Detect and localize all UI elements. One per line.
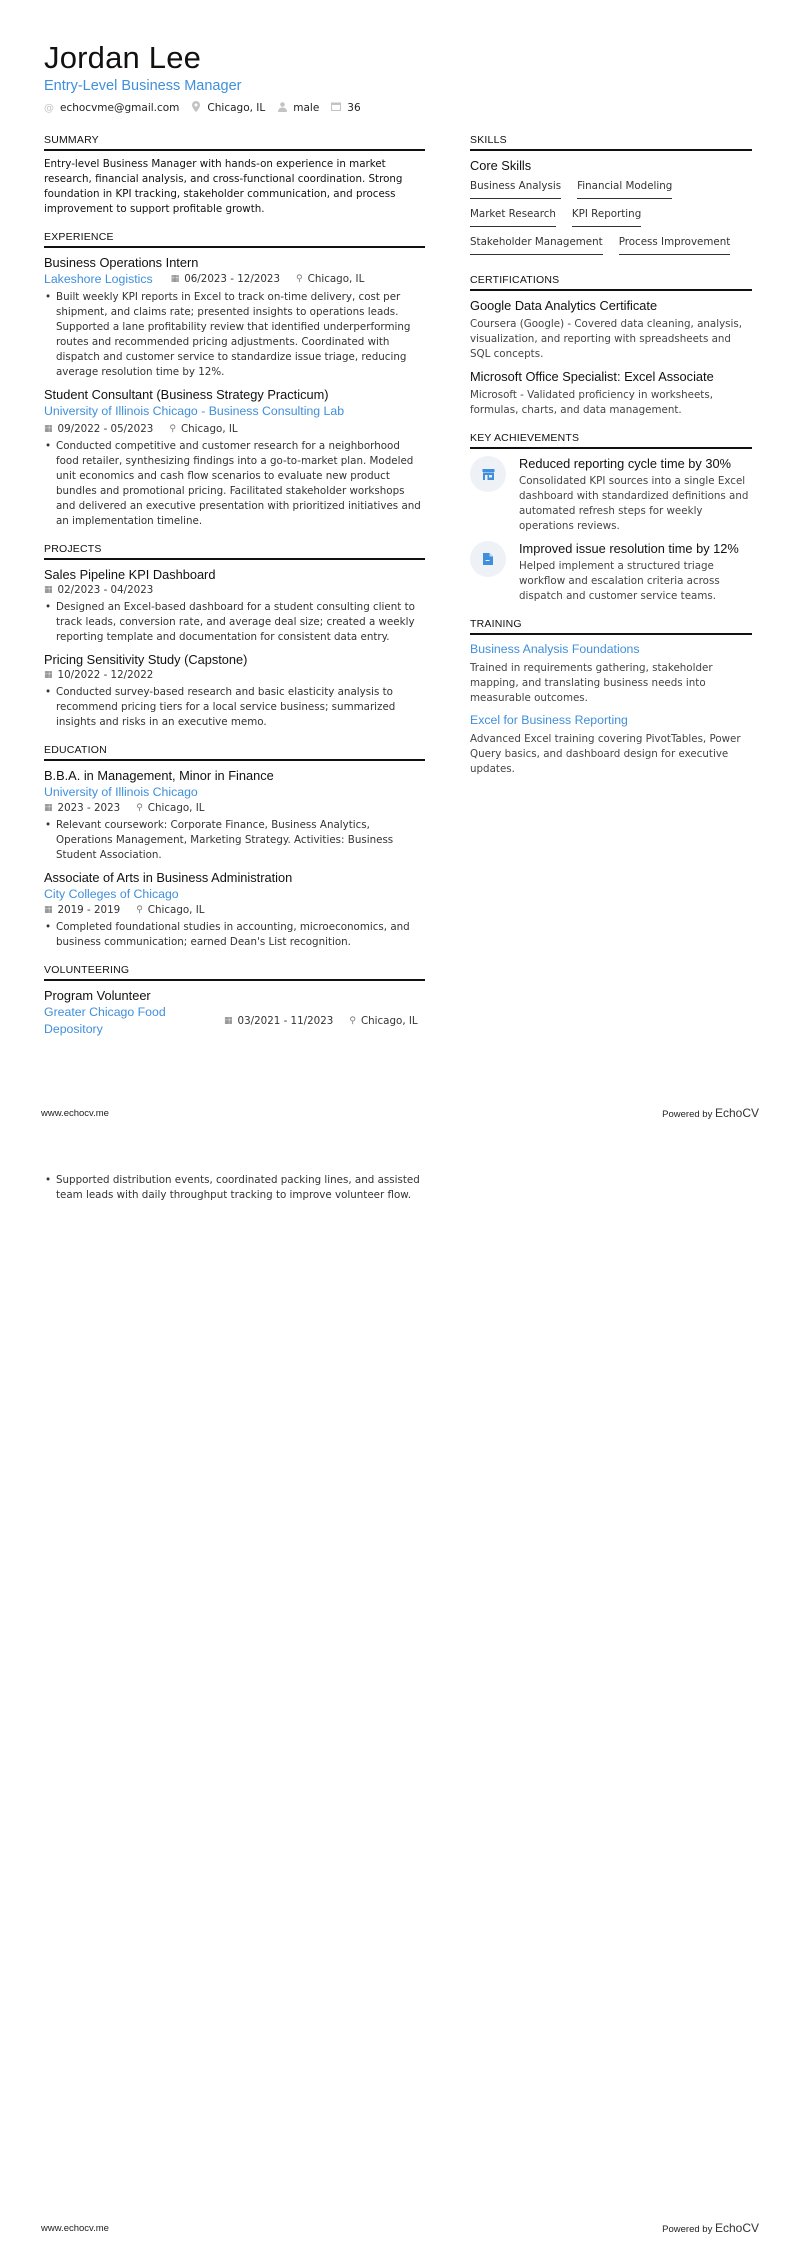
date-range: ▦ 09/2022 - 05/2023 — [44, 423, 154, 435]
bullet-item: • Conducted survey-based research and basic elasticity analysis to recommend pricing tiers for a local service business; summarized insights and risks in an executive memo. — [44, 685, 425, 730]
training-entry — [470, 641, 752, 706]
project-entry — [44, 566, 425, 645]
candidate-name: Jordan Lee — [44, 40, 202, 75]
gender-text: male — [293, 102, 320, 114]
degree-title: B.B.A. in Management, Minor in Finance — [44, 768, 274, 783]
section-heading: PROJECTS — [44, 543, 425, 560]
bullet-item: • Conducted competitive and customer research for a neighborhood food retailer, synthesizing findings into a go-to-market plan. Modeled unit economics and cash flow scenarios to evaluate new product bundles and promotional pricing. Facilitated stakeholder workshops and delivered an executive presentation with prioritized initiatives and an implementation timeline. — [44, 439, 425, 529]
location-text: Chicago, IL — [207, 102, 266, 114]
bullet-item: • Designed an Excel-based dashboard for a student consulting client to track leads, conversion rate, and average deal size; created a weekly reporting template and documentation for consistent data entry. — [44, 600, 425, 645]
calendar-icon: ▦ — [44, 670, 53, 680]
training-title: Excel for Business Reporting — [470, 713, 628, 727]
contact-email[interactable] — [44, 102, 179, 114]
achievement-text: Consolidated KPI sources into a single Excel dashboard with standardized definitions and automated refresh steps for weekly operations reviews. — [519, 475, 749, 532]
calendar-icon: ▦ — [224, 1015, 233, 1026]
degree-title: Associate of Arts in Business Administration — [44, 870, 293, 885]
date-range: ▦ 02/2023 - 04/2023 — [44, 584, 154, 596]
bullet-item: • Relevant coursework: Corporate Finance, Business Analytics, Operations Management, Marketing Strategy. Activities: Business Student Association. — [44, 818, 425, 863]
section-heading: SKILLS — [470, 134, 752, 151]
left-column — [44, 134, 425, 1052]
certification-text: Coursera (Google) - Covered data cleaning, analysis, visualization, and reporting with spreadsheets and SQL concepts. — [470, 318, 743, 360]
calendar-icon: ▦ — [44, 905, 53, 915]
training-text: Trained in requirements gathering, stakeholder mapping, and translating business needs into measurable outcomes. — [470, 662, 713, 704]
certification-title: Google Data Analytics Certificate — [470, 298, 658, 313]
organization-name: Greater Chicago Food Depository — [44, 1005, 166, 1036]
projects-section — [44, 543, 425, 730]
store-icon — [470, 456, 506, 492]
calendar-icon: ▦ — [44, 585, 53, 595]
training-section — [470, 618, 752, 777]
section-heading: TRAINING — [470, 618, 752, 635]
map-pin-icon — [191, 101, 201, 115]
person-icon — [277, 102, 287, 115]
powered-by: Powered by EchoCV — [662, 1106, 759, 1120]
achievement-title: Improved issue resolution time by 12% — [519, 541, 739, 556]
page-footer — [41, 1106, 759, 1120]
map-pin-icon: ⚲ — [349, 1015, 356, 1026]
certification-title: Microsoft Office Specialist: Excel Associate — [470, 369, 714, 384]
achievement-item — [470, 455, 752, 534]
summary-section — [44, 134, 425, 217]
bullet-item: • Built weekly KPI reports in Excel to track on-time delivery, cost per shipment, and claims rate; presented insights to operations leads. Supported a lane profitability review that identified underperforming routes and recommended pricing adjustments. Coordinated with dispatch and customer service to standardize issue triage, reducing average resolution time by 12%. — [44, 290, 425, 380]
calendar-icon — [331, 102, 341, 114]
training-title: Business Analysis Foundations — [470, 642, 640, 656]
footer-site-link[interactable]: www.echocv.me — [41, 1107, 109, 1119]
skill-tag: Market Research — [470, 204, 556, 227]
education-entry — [44, 767, 425, 863]
location: ⚲ Chicago, IL — [136, 802, 205, 814]
section-heading: KEY ACHIEVEMENTS — [470, 432, 752, 449]
email-text: echocvme@gmail.com — [60, 102, 180, 114]
date-range: ▦ 10/2022 - 12/2022 — [44, 669, 154, 681]
certification-text: Microsoft - Validated proficiency in worksheets, formulas, charts, and data management. — [470, 389, 713, 416]
section-heading: CERTIFICATIONS — [470, 274, 752, 291]
location: ⚲ Chicago, IL — [296, 273, 365, 285]
certification-entry — [470, 368, 752, 418]
school-name: City Colleges of Chicago — [44, 887, 179, 901]
volunteering-section — [44, 964, 425, 1038]
map-pin-icon: ⚲ — [296, 274, 303, 284]
job-title: Business Operations Intern — [44, 255, 199, 270]
right-column — [470, 134, 752, 791]
certification-entry — [470, 297, 752, 362]
achievement-text: Helped implement a structured triage workflow and escalation criteria across dispatch and customer service teams. — [519, 560, 720, 602]
location: ⚲ Chicago, IL — [169, 423, 238, 435]
section-heading: SUMMARY — [44, 134, 425, 151]
project-title: Pricing Sensitivity Study (Capstone) — [44, 652, 248, 667]
section-heading: EXPERIENCE — [44, 231, 425, 248]
achievements-section — [470, 432, 752, 604]
contact-gender — [277, 102, 319, 115]
achievement-title: Reduced reporting cycle time by 30% — [519, 456, 731, 471]
document-icon — [470, 541, 506, 577]
footer-site-link[interactable]: www.echocv.me — [41, 2222, 109, 2234]
contact-location — [191, 101, 265, 115]
brand-name: EchoCV — [714, 2221, 759, 2235]
calendar-icon: ▦ — [44, 424, 53, 434]
date-range: ▦ 03/2021 - 11/2023 — [224, 1014, 334, 1027]
candidate-title: Entry-Level Business Manager — [44, 78, 242, 94]
date-range: ▦ 06/2023 - 12/2023 — [170, 273, 281, 285]
calendar-icon: ▦ — [44, 803, 53, 813]
volunteer-role: Program Volunteer — [44, 988, 151, 1003]
project-entry — [44, 651, 425, 730]
company-name: Lakeshore Logistics — [44, 272, 153, 286]
bullet-item: • Supported distribution events, coordinated packing lines, and assisted team leads with daily throughput tracking to improve volunteer flow. — [44, 1173, 425, 1203]
location: ⚲ Chicago, IL — [136, 904, 205, 916]
skill-tag: Process Improvement — [619, 232, 731, 255]
location: ⚲ Chicago, IL — [349, 1014, 418, 1027]
summary-text: Entry-level Business Manager with hands-on experience in market research, financial analysis, and cross-functional coordination. Strong foundation in KPI tracking, stakeholder communication, and process improvement to support profitable growth. — [44, 158, 403, 215]
skills-category: Core Skills — [470, 158, 532, 173]
project-title: Sales Pipeline KPI Dashboard — [44, 567, 216, 582]
experience-entry — [44, 386, 425, 529]
age-text: 36 — [347, 102, 361, 114]
calendar-icon: ▦ — [170, 274, 180, 284]
contact-list — [44, 101, 373, 115]
school-name: University of Illinois Chicago — [44, 785, 198, 799]
training-entry — [470, 712, 752, 777]
skill-tag: Financial Modeling — [577, 176, 672, 199]
experience-entry — [44, 254, 425, 380]
page-footer — [41, 2221, 759, 2235]
bullet-item: • Completed foundational studies in accounting, microeconomics, and business communication; earned Dean's List recognition. — [44, 920, 425, 950]
date-range: ▦ 2023 - 2023 — [44, 802, 121, 814]
training-text: Advanced Excel training covering PivotTables, Power Query basics, and dashboard design for executive updates. — [470, 733, 741, 775]
contact-age — [331, 102, 360, 114]
experience-section — [44, 231, 425, 529]
company-name: University of Illinois Chicago - Business Consulting Lab — [44, 404, 345, 418]
skill-tag: Business Analysis — [470, 176, 561, 199]
volunteering-continued — [44, 1171, 425, 1203]
brand-name: EchoCV — [714, 1106, 759, 1120]
education-entry — [44, 869, 425, 950]
at-icon: @ — [44, 102, 54, 114]
skill-list — [470, 176, 752, 260]
achievement-item — [470, 540, 752, 604]
job-title: Student Consultant (Business Strategy Practicum) — [44, 387, 329, 402]
resume-header — [44, 40, 373, 115]
resume-page-2 — [0, 1123, 794, 2246]
section-heading: EDUCATION — [44, 744, 425, 761]
map-pin-icon: ⚲ — [136, 905, 143, 915]
map-pin-icon: ⚲ — [136, 803, 143, 813]
map-pin-icon: ⚲ — [169, 424, 176, 434]
skill-tag: KPI Reporting — [572, 204, 641, 227]
powered-by: Powered by EchoCV — [662, 2221, 759, 2235]
certifications-section — [470, 274, 752, 418]
skills-section — [470, 134, 752, 260]
date-range: ▦ 2019 - 2019 — [44, 904, 121, 916]
education-section — [44, 744, 425, 950]
skill-tag: Stakeholder Management — [470, 232, 603, 255]
section-heading: VOLUNTEERING — [44, 964, 425, 981]
